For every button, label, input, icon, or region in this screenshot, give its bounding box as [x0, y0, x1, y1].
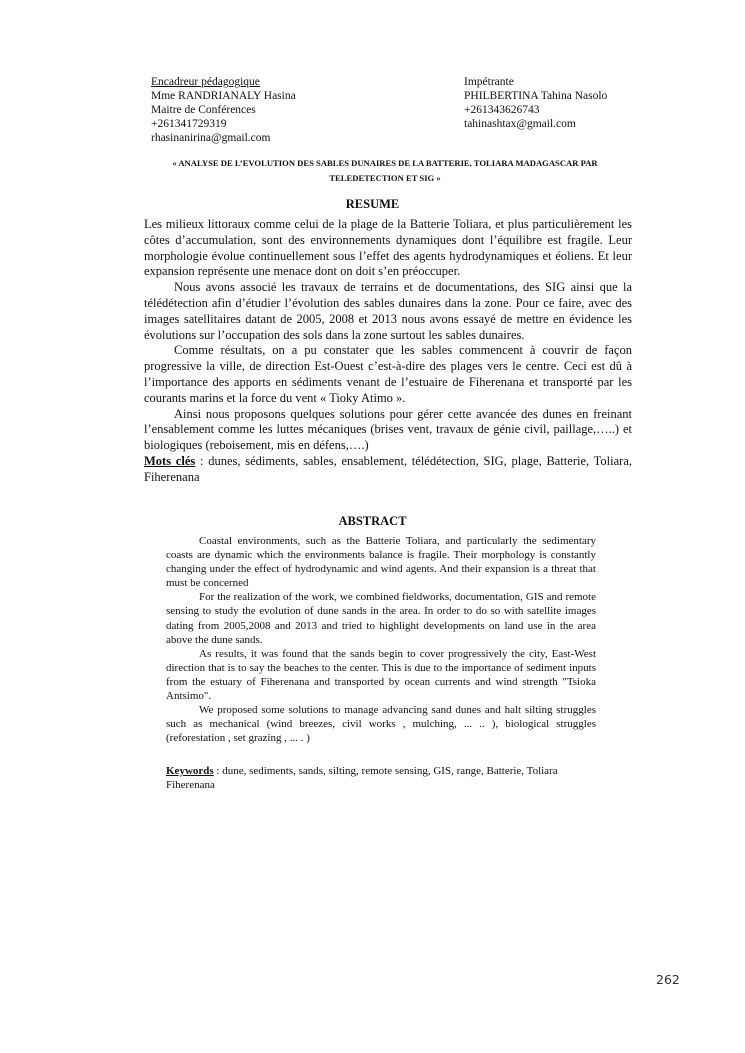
applicant-phone: +261343626743 [464, 104, 540, 116]
supervisor-name: Mme RANDRIANALY Hasina [151, 90, 296, 102]
abstract-paragraph-1: Coastal environments, such as the Batterie Toliara, and particularly the sedimentary coasts are dynamic which the environments balance is fragile. Their morphology is constantly changing under the effect of hydrodynamic and wind agents. And their expansion is a threat that must be concerned [166, 535, 596, 590]
resume-paragraph-2: Nous avons associé les travaux de terrains et de documentations, des SIG ainsi que la télédétection afin d’étudier l’évolution des sables dunaires dans la zone. Pour ce faire, avec des images satellitaires datant de 2005, 2008 et 2013 nous avons essayé de mettre en évidence les évolutions sur l’occupation des sols dans la zone surtout les sables dunaires. [144, 280, 632, 342]
title-line-2: TELEDETECTION ET SIG » [329, 173, 441, 183]
applicant-name: PHILBERTINA Tahina Nasolo [464, 90, 608, 102]
resume-paragraph-3: Comme résultats, on a pu constater que les sables commencent à couvrir de façon progressive la ville, de direction Est-Ouest c’est-à-dire des plages vers le centre. Ceci est dû à l’importance des apports en sédiments venant de l’estuaire de Fiherenana et transporté par les courants marins et la force du vent « Tioky Atimo ». [144, 343, 632, 405]
abstract-paragraph-4: We proposed some solutions to manage advancing sand dunes and halt silting struggles such as mechanical (wind breezes, civil works , mulching, ... .. ), biological struggles (reforestation , set grazing , ... . ) [166, 704, 596, 745]
resume-keywords-label: Mots clés [144, 453, 196, 468]
abstract-keywords-label: Keywords [166, 765, 214, 777]
supervisor-block [151, 75, 296, 145]
applicant-block [464, 75, 607, 131]
supervisor-role: Encadreur pédagogique [151, 76, 260, 88]
abstract-heading: ABSTRACT [338, 514, 407, 528]
applicant-role: Impétrante [464, 76, 514, 88]
resume-body [144, 217, 632, 486]
applicant-email: tahinashtax@gmail.com [464, 118, 576, 130]
title-line-1: « ANALYSE DE L’EVOLUTION DES SABLES DUNAIRES DE LA BATTERIE, TOLIARA MADAGASCAR PAR [172, 158, 598, 168]
abstract-body [166, 534, 596, 745]
abstract-keywords-text: : dune, sediments, sands, silting, remote sensing, GIS, range, Batterie, Toliara Fiherenana [166, 765, 558, 792]
resume-keywords-text: : dunes, sédiments, sables, ensablement, télédétection, SIG, plage, Batterie, Toliara, Fiherenana [144, 453, 632, 484]
abstract-paragraph-2: For the realization of the work, we combined fieldworks, documentation, GIS and remote sensing to study the evolution of dune sands in the area. In order to do so with satellite images dating from 2005,2008 and 2013 and tried to highlight developments on land use in the area above the dune sands. [166, 591, 596, 646]
resume-heading: RESUME [345, 197, 400, 211]
supervisor-title: Maitre de Conférences [151, 104, 256, 116]
resume-paragraph-4: Ainsi nous proposons quelques solutions pour gérer cette avancée des dunes en freinant l’ensablement comme les luttes mécaniques (brises vent, travaux de génie civil, paillage,…..) et biologiques (reboisement, mis en défens,….) [144, 406, 632, 453]
supervisor-email: rhasinanirina@gmail.com [151, 132, 271, 144]
abstract-keywords [166, 764, 596, 792]
resume-keywords [144, 454, 632, 486]
resume-paragraph-1: Les milieux littoraux comme celui de la plage de la Batterie Toliara, et plus particulièrement les côtes d’accumulation, sont des environnements dynamiques dont l’équilibre est fragile. Leur morphologie évolue continuellement sous l’effet des agents hydrodynamiques et éoliens. Et leur expansion représente une menace dont on doit s’en préoccuper. [144, 217, 632, 279]
abstract-paragraph-3: As results, it was found that the sands begin to cover progressively the city, East-West direction that is to say the beaches to the center. This is due to the importance of sediment inputs from the estuary of Fiherenana and transported by ocean currents and wind strength "Tsioka Antsimo". [166, 647, 596, 703]
supervisor-phone: +261341729319 [151, 118, 227, 130]
page-number: 262 [656, 972, 680, 987]
document-title [140, 156, 630, 186]
